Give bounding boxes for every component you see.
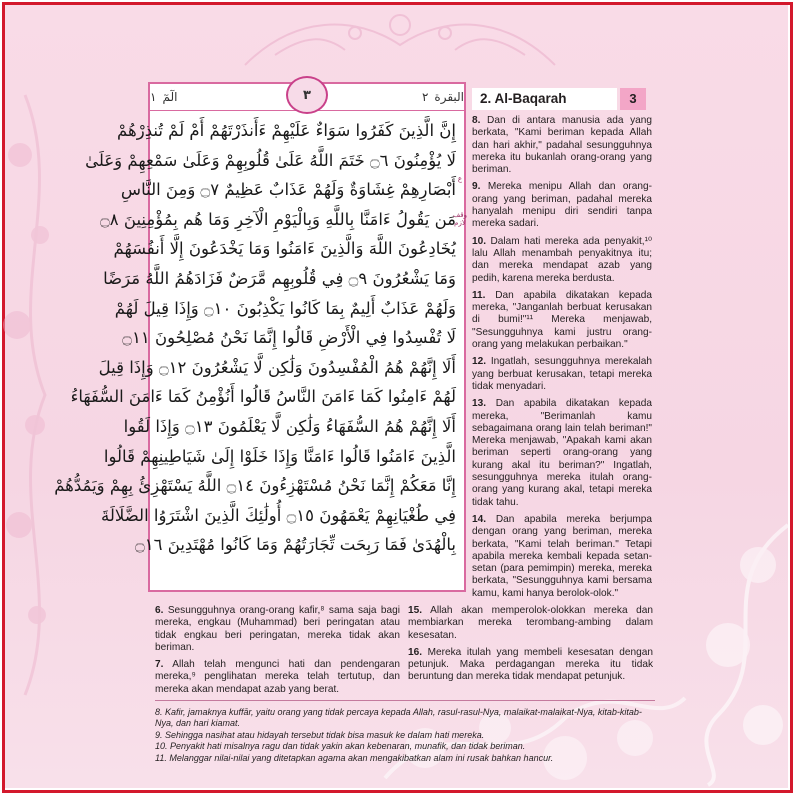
translation-verse bbox=[155, 659, 400, 696]
surah-header bbox=[472, 88, 644, 110]
floral-ornament-right bbox=[668, 525, 788, 785]
arabic-line: بِالْهُدَىٰ فَمَا رَبِحَت تِّجَارَتُهُمْ وَمَا كَانُوا مُهْتَدِينَ ۝١٦ bbox=[135, 535, 456, 555]
arabic-line: وَمَا يَشْعُرُونَ ۝٩ فِي قُلُوبِهِم مَّرَضٌ فَزَادَهُمُ اللَّهُ مَرَضًا bbox=[103, 268, 456, 288]
juz-name: الٓمٓ bbox=[162, 90, 178, 104]
translation-verse bbox=[472, 356, 652, 393]
floral-ornament-left bbox=[5, 95, 65, 695]
arabic-line: إِنَّ الَّذِينَ كَفَرُوا سَوَاءٌ عَلَيْهِمْ ءَأَنذَرْتَهُمْ أَمْ لَمْ تُنذِرْهُمْ bbox=[117, 121, 456, 140]
verse-text: Sesungguhnya orang-orang kafir,⁸ sama saja bagi mereka, engkau (Muhammad) beri peringatan atau tidak engkau beri peringatan, mereka tidak akan beriman. bbox=[155, 605, 400, 653]
surah-title: 2. Al-Baqarah bbox=[472, 88, 617, 110]
waqf-marker: وقف لازم bbox=[453, 211, 467, 227]
quran-page bbox=[5, 5, 788, 788]
translation-verse bbox=[472, 181, 652, 230]
translation-verse bbox=[408, 605, 653, 642]
footnote-divider bbox=[155, 700, 655, 701]
verse-text: Mereka menipu Allah dan orang-orang yang beriman, padahal mereka hanyalah menipu diri sendiri tanpa mereka sadari. bbox=[472, 181, 652, 230]
juz-label bbox=[150, 90, 185, 104]
arabic-line: أَلَا إِنَّهُمْ هُمُ الْمُفْسِدُونَ وَلَٰكِن لَّا يَشْعُرُونَ ۝١٢ وَإِذَا قِيلَ bbox=[98, 357, 456, 377]
verse-number: 10. bbox=[472, 235, 487, 247]
arabic-line: وَلَهُمْ عَذَابٌ أَلِيمٌ بِمَا كَانُوا يَكْذِبُونَ ۝١٠ وَإِذَا قِيلَ لَهُمْ bbox=[114, 298, 456, 318]
verse-text: Mereka itulah yang membeli kesesatan dengan petunjuk. Maka perdagangan mereka itu tidak beruntung dan mereka tidak mendapat petunjuk. bbox=[408, 646, 653, 683]
mushaf-arabic-panel bbox=[54, 82, 466, 592]
arabic-line: الَّذِينَ ءَامَنُوا قَالُوا ءَامَنَّا وَإِذَا خَلَوْا إِلَىٰ شَيَاطِينِهِمْ قَالُوا bbox=[103, 446, 456, 466]
verse-number: 7. bbox=[155, 659, 164, 671]
verse-text: Allah akan memperolok-olokkan mereka dan membiarkan mereka terombang-ambing dalam kesesatan. bbox=[408, 605, 653, 641]
footnote: 8. Kafir, jamaknya kuffār, yaitu orang yang tidak percaya kepada Allah, rasul-rasul-Nya, malaikat-malaikat-Nya, kitab-kitab-Nya, dan hari kiamat. bbox=[155, 707, 642, 729]
verse-text: Allah telah mengunci hati dan pendengaran mereka,⁹ penglihatan mereka telah tertutup, dan mereka akan mendapat azab yang berat. bbox=[155, 659, 401, 695]
arabic-line: لَا تُفْسِدُوا فِي الْأَرْضِ قَالُوا إِنَّمَا نَحْنُ مُصْلِحُونَ ۝١١ bbox=[122, 328, 456, 348]
verse-number: 8. bbox=[472, 115, 481, 126]
translation-verse bbox=[472, 514, 652, 600]
verse-number: 6. bbox=[155, 605, 164, 616]
verse-number: 9. bbox=[472, 181, 481, 193]
arabic-line: يُخَادِعُونَ اللَّهَ وَالَّذِينَ ءَامَنُوا وَمَا يَخْدَعُونَ إِلَّا أَنفُسَهُمْ bbox=[113, 239, 456, 259]
floral-ornament-top bbox=[235, 5, 565, 75]
footnote: 11. Melanggar nilai-nilai yang ditetapkan agama akan mengakibatkan alam ini rusak bahkan hancur. bbox=[155, 752, 554, 763]
translation-verse bbox=[155, 605, 400, 654]
arabic-line: لَا يُؤْمِنُونَ ۝٦ خَتَمَ اللَّهُ عَلَىٰ قُلُوبِهِمْ وَعَلَىٰ سَمْعِهِمْ وَعَلَىٰ bbox=[85, 150, 456, 170]
surah-name-arabic: البقرة bbox=[434, 90, 464, 104]
verse-text: Dan apabila mereka berjumpa dengan orang yang beriman, mereka berkata, "Kami telah beriman." Tetapi apabila mereka kembali kepada setan-setan (para pemimpin) mereka, mereka berkata, "Sesungguhnya kami bersama kamu, kami hanya berolok-olok." bbox=[472, 513, 652, 599]
verse-text: Dan di antara manusia ada yang berkata, "Kami beriman kepada Allah dan hari akhir," padahal sesungguhnya mereka itu bukanlah orang-orang yang beriman. bbox=[472, 115, 652, 176]
footnote: 10. Penyakit hati misalnya ragu dan tidak yakin akan kebenaran, munafik, dan tidak beriman. bbox=[155, 741, 526, 752]
translation-verse bbox=[472, 290, 652, 351]
verse-number: 13. bbox=[472, 398, 487, 410]
arabic-text-block bbox=[54, 116, 456, 576]
arabic-line: مَن يَقُولُ ءَامَنَّا بِاللَّهِ وَبِالْيَوْمِ الْآخِرِ وَمَا هُم بِمُؤْمِنِينَ ۝٨ bbox=[100, 209, 456, 229]
surah-number-arabic: ٢ bbox=[421, 90, 429, 104]
arabic-line: إِنَّا مَعَكُمْ إِنَّمَا نَحْنُ مُسْتَهْزِءُونَ ۝١٤ اللَّهُ يَسْتَهْزِئُ بِهِمْ وَيَمُدُّهُمْ bbox=[54, 476, 456, 496]
arabic-line: أَلَا إِنَّهُمْ هُمُ السُّفَهَاءُ وَلَٰكِن لَّا يَعْلَمُونَ ۝١٣ وَإِذَا لَقُوا bbox=[123, 416, 456, 436]
verse-number: 14. bbox=[472, 513, 487, 525]
mushaf-page-number: ٣ bbox=[286, 76, 328, 114]
verse-text: Dan apabila dikatakan kepada mereka, "Janganlah berbuat kerusakan di bumi!"¹¹ Mereka menjawab, "Sesungguhnya kami justru orang-orang yang melakukan perbaikan." bbox=[472, 289, 652, 351]
verse-number: 16. bbox=[408, 646, 423, 658]
arabic-line: لَهُمْ ءَامِنُوا كَمَا ءَامَنَ النَّاسُ قَالُوا أَنُؤْمِنُ كَمَا ءَامَنَ السُّفَهَاءُ bbox=[70, 387, 456, 407]
footnotes bbox=[155, 707, 660, 764]
translation-column-right bbox=[472, 115, 652, 605]
ruku-marker: ع bbox=[457, 175, 463, 183]
verse-text: Dalam hati mereka ada penyakit,¹⁰ lalu Allah menambah penyakitnya itu; dan mereka mendapat azab yang pedih, karena mereka berdusta. bbox=[472, 235, 653, 284]
translation-column-bottom-left bbox=[155, 605, 400, 701]
translation-verse bbox=[472, 236, 652, 285]
translation-verse bbox=[408, 647, 653, 684]
surah-label bbox=[414, 90, 464, 104]
arabic-line: فِي طُغْيَانِهِمْ يَعْمَهُونَ ۝١٥ أُولَٰئِكَ الَّذِينَ اشْتَرَوُا الضَّلَالَةَ bbox=[101, 505, 456, 525]
translation-verse bbox=[472, 398, 652, 509]
translation-verse bbox=[472, 115, 652, 176]
verse-number: 12. bbox=[472, 356, 487, 368]
page-number-badge: 3 bbox=[620, 88, 646, 110]
juz-number: ١ bbox=[150, 90, 157, 104]
verse-number: 11. bbox=[472, 289, 486, 301]
verse-text: Dan apabila dikatakan kepada mereka, "Berimanlah kamu sebagaimana orang lain telah beriman!" Mereka menjawab, "Apakah kami akan beriman seperti orang-orang yang kurang akal itu beriman?" Ingatlah, sesungguhnya mereka itulah orang-orang yang kurang akal, tetapi mereka tidak tahu. bbox=[472, 398, 652, 508]
verse-number: 15. bbox=[408, 605, 423, 616]
footnote: 9. Sehingga nasihat atau hidayah tersebut tidak bisa masuk ke dalam hati mereka. bbox=[155, 729, 485, 740]
arabic-line: أَبْصَارِهِمْ غِشَاوَةٌ وَلَهُمْ عَذَابٌ عَظِيمٌ ۝٧ وَمِنَ النَّاسِ bbox=[120, 180, 456, 200]
verse-text: Ingatlah, sesungguhnya merekalah yang berbuat kerusakan, tetapi mereka tidak menyadari. bbox=[472, 356, 652, 392]
translation-column-bottom-right bbox=[408, 605, 653, 689]
mushaf-header bbox=[150, 84, 464, 111]
